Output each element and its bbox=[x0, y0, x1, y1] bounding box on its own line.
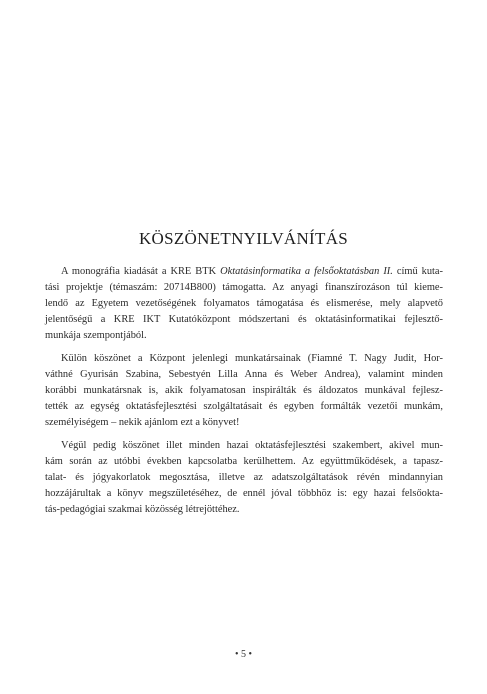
paragraph-line: tás-pedagógiai szakmai közösség létrejöttéhez. bbox=[45, 504, 240, 515]
paragraph-2 bbox=[45, 351, 443, 431]
paragraph-line: váthné Gyurisán Szabina, Sebestyén Lilla Anna és Weber Andrea), valamint minden bbox=[45, 369, 443, 380]
page-title: KÖSZÖNETNYILVÁNÍTÁS bbox=[138, 229, 349, 248]
paragraph-3 bbox=[45, 438, 443, 518]
paragraph-line: személyiségem – nekik ajánlom ezt a könyvet! bbox=[45, 417, 240, 428]
paragraph-line: munkája szempontjából. bbox=[45, 330, 147, 341]
paragraph-line: jelentőségű a KRE IKT Kutatóközpont módszertani és oktatásinformatikai fejlesztő- bbox=[45, 314, 443, 325]
paragraph-line: tási projektje (témaszám: 20714B800) támogatta. Az anyagi finanszírozáson túl kieme- bbox=[45, 282, 443, 293]
book-title-italic: Oktatásinformatika a felsőoktatásban II. bbox=[220, 266, 393, 277]
paragraph-line: kám során az utóbbi években kapcsolatba kerülhettem. Az együttműködések, a tapasz- bbox=[45, 456, 443, 467]
paragraph-line: korábbi munkatársnak is, akik folyamatosan inspirálták és áldozatos munkával fejlesz- bbox=[45, 385, 443, 396]
paragraph-line: Külön köszönet a Központ jelenlegi munkatársainak (Fiamné T. Nagy Judit, Hor- bbox=[61, 353, 443, 364]
paragraph-1 bbox=[45, 264, 443, 344]
paragraph-line: A monográfia kiadását a KRE BTK Oktatásinformatika a felsőoktatásban II. című kuta- bbox=[61, 266, 443, 277]
paragraph-line: Végül pedig köszönet illet minden hazai oktatásfejlesztési szakembert, akivel mun- bbox=[61, 440, 443, 451]
paragraph-line: tették az egység oktatásfejlesztési szolgáltatásait és egyben formálták vezetői munkám, bbox=[45, 401, 443, 412]
paragraph-line: lendő az Egyetem vezetőségének folyamatos támogatása és elismerése, mely alapvető bbox=[45, 298, 443, 309]
paragraph-line: hozzájárultak a könyv megszületéséhez, de ennél jóval többhöz is: egy hazai felsőokta- bbox=[45, 488, 443, 499]
paragraph-line: talat- és jógyakorlatok megosztása, illetve az adatszolgáltatások révén mindannyian bbox=[45, 472, 443, 483]
page-number: • 5 • bbox=[234, 649, 252, 660]
